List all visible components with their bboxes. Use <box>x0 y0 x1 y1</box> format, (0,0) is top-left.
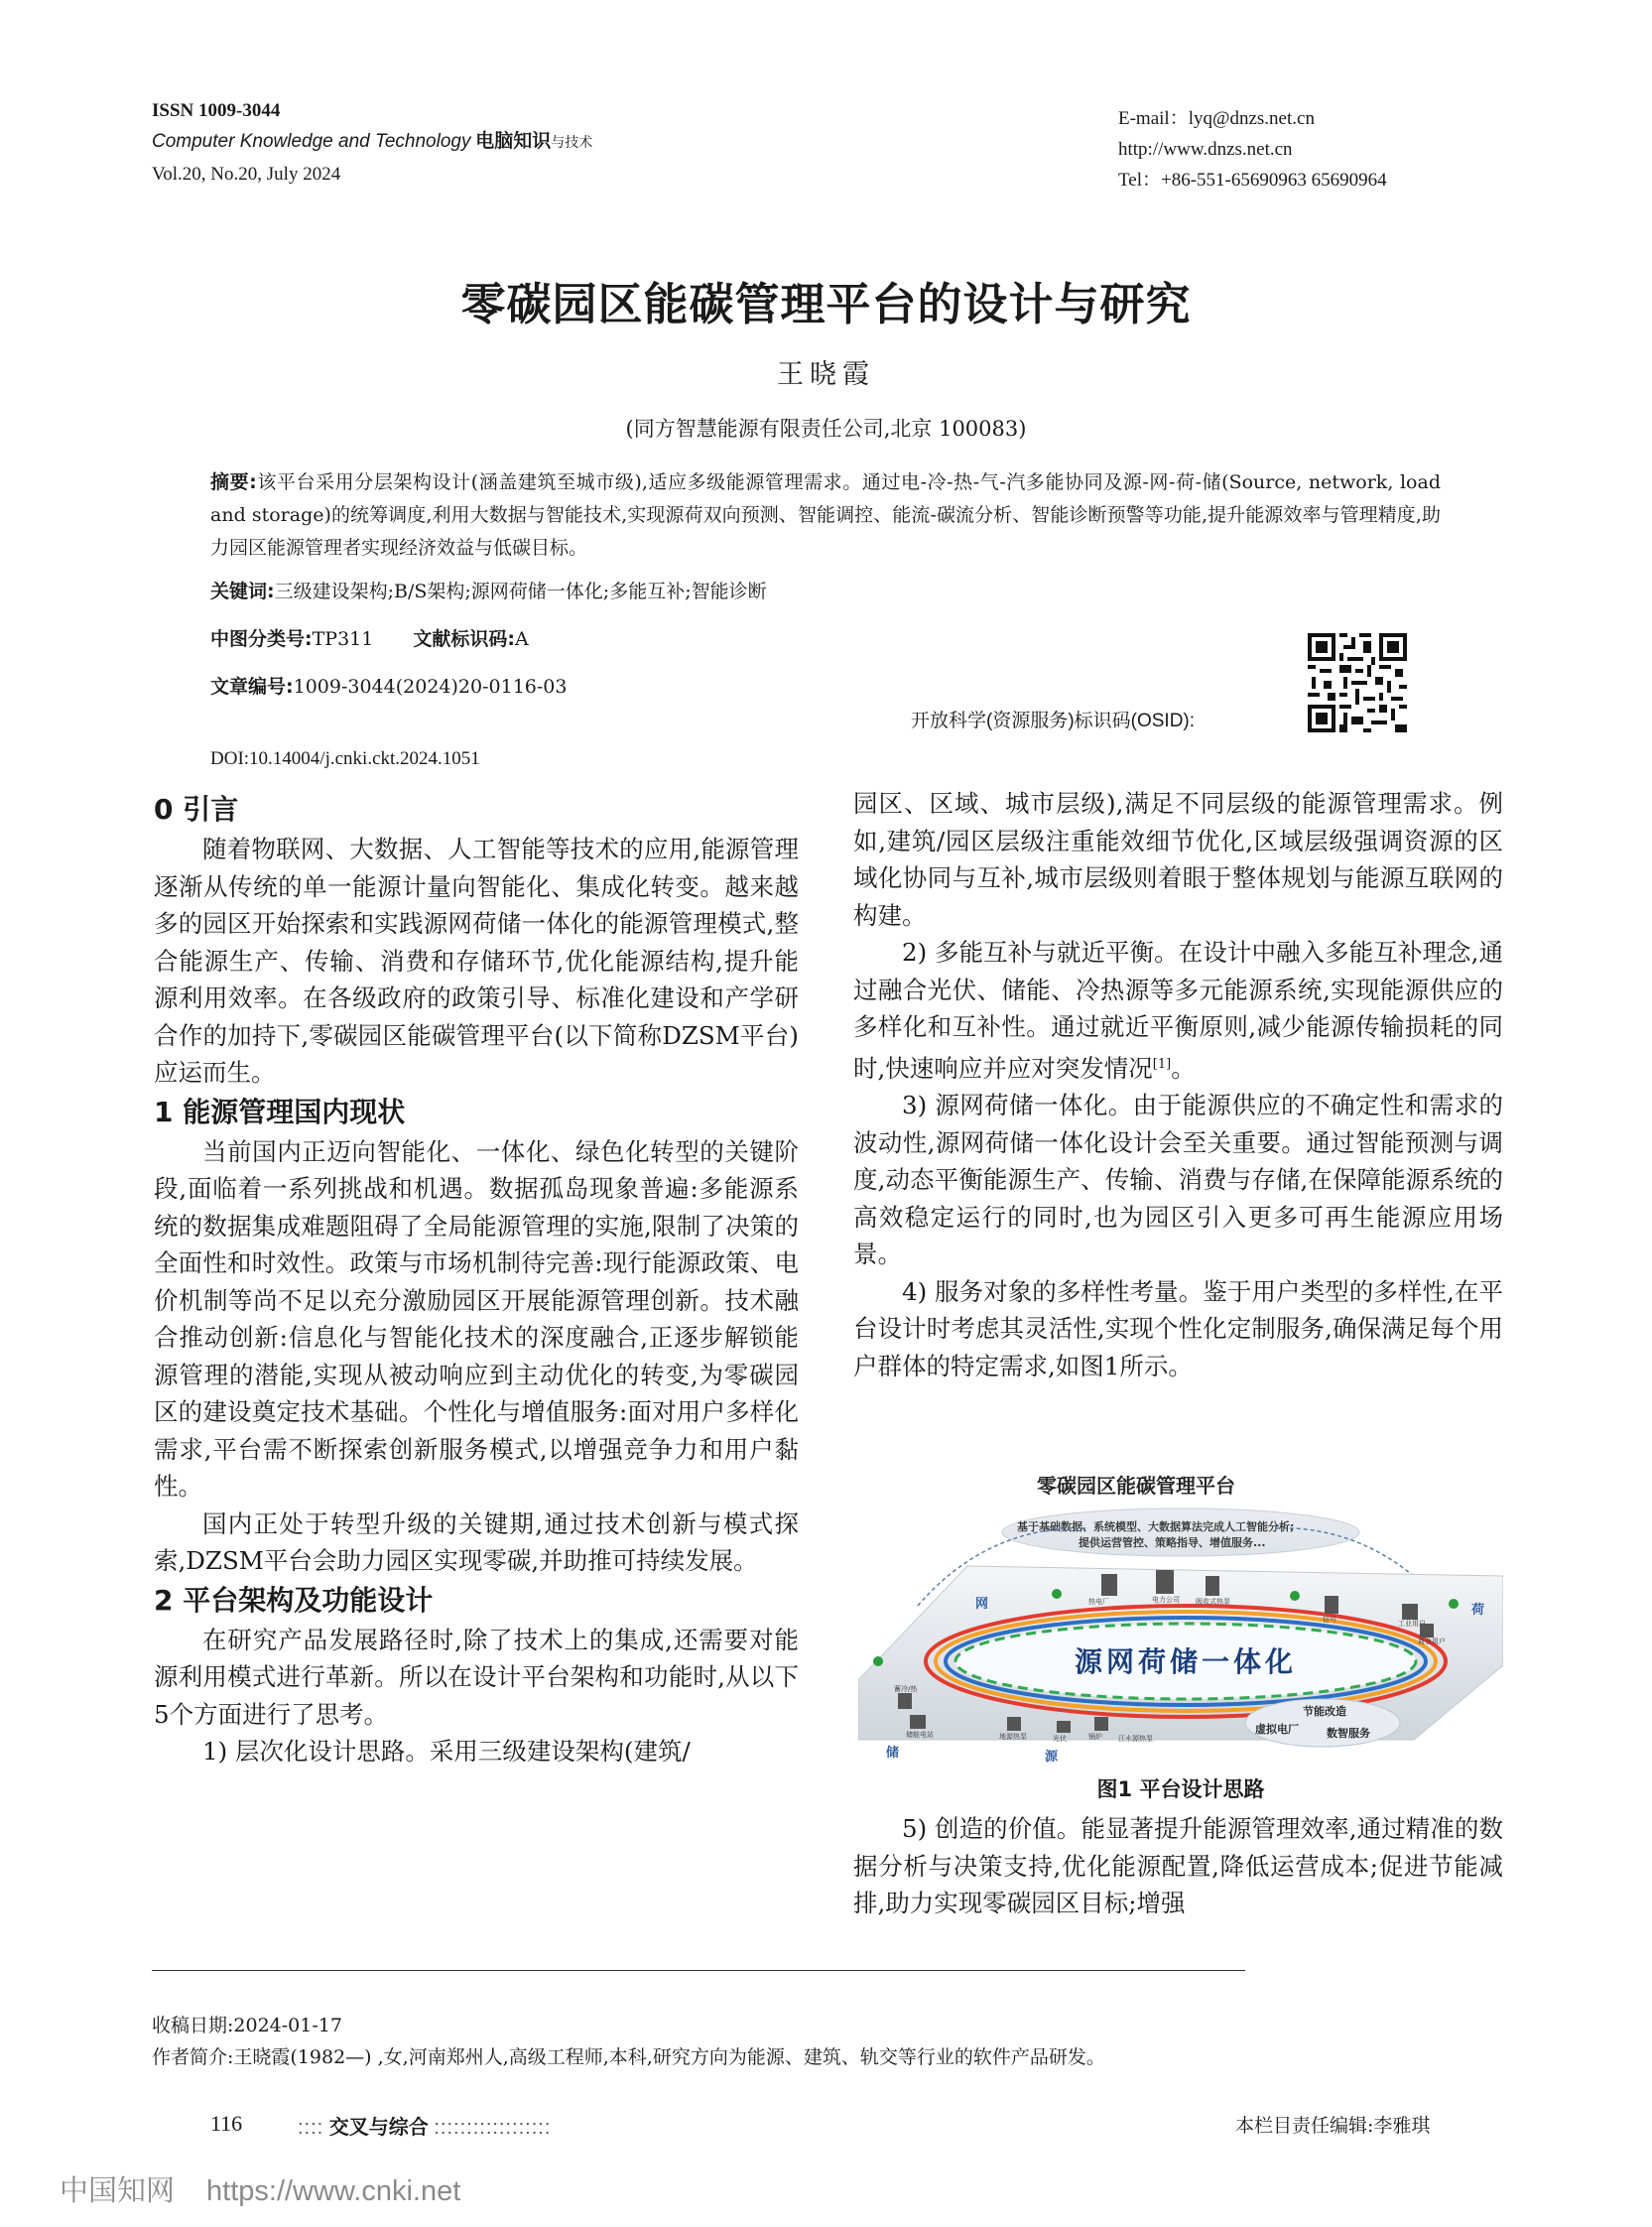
section-heading-1: 1 能源管理国内现状 <box>154 1095 406 1128</box>
qr-code-icon <box>1308 633 1407 732</box>
right-column-continued <box>853 1810 1503 1922</box>
keywords-text: 三级建设架构;B/S架构;源网荷储一体化;多能互补;智能诊断 <box>274 581 767 602</box>
svg-text:吸收式热泵: 吸收式热泵 <box>1196 1598 1230 1606</box>
label-yuan: 源 <box>1045 1750 1059 1765</box>
svg-text:提供运营管控、策略指导、增值服务...: 提供运营管控、策略指导、增值服务... <box>1079 1536 1266 1549</box>
left-column <box>154 789 799 1770</box>
classification-line: 中图分类号:TP311 文献标识码:A <box>210 628 529 650</box>
keywords: 关键词:三级建设架构;B/S架构;源网荷储一体化;多能互补;智能诊断 <box>210 581 767 602</box>
figure-center-label: 源网荷储一体化 <box>1075 1645 1298 1678</box>
author-name: 王晓霞 <box>777 359 875 390</box>
doi: DOI:10.14004/j.cnki.ckt.2024.1051 <box>210 748 480 769</box>
column-editor: 本栏目责任编辑:李雅琪 <box>1235 2115 1431 2137</box>
osid-label: 开放科学(资源服务)标识码(OSID): <box>911 711 1196 731</box>
email: E-mail：lyq@dnzs.net.cn <box>1118 108 1315 129</box>
paragraph: 当前国内正迈向智能化、一体化、绿色化转型的关键阶段,面临着一系列挑战和机遇。数据孤岛现象普遍:多能源系统的数据集成难题阻碍了全局能源管理的实施,限制了决策的全面性和时效性。政策与市场机制待完善:现行能源政策、电价机制等尚不足以充分激励园区开展能源管理创新。技术融合推动创新:信息化与智能化技术的深度融合,正逐步解锁能源管理的潜能,实现从被动响应到主动优化的转变,为零碳园区的建设奠定技术基础。个性化与增值服务:面对用户多样化需求,平台需不断探索创新服务模式,以增强竞争力和用户黏性。 <box>154 1136 799 1501</box>
website: http://www.dnzs.net.cn <box>1118 139 1293 160</box>
svg-text:数智服务: 数智服务 <box>1327 1727 1370 1740</box>
paragraph: 2) 多能互补与就近平衡。在设计中融入多能互补理念,通过融合光伏、储能、冷热源等多元能源系统,实现能源供应的多样化和互补性。通过就近平衡原则,减少能源传输损耗的同时,快速响应并应对突发情况[1]。 <box>853 938 1503 1083</box>
footnote <box>152 2010 1105 2073</box>
svg-text:虚拟电厂: 虚拟电厂 <box>1255 1723 1299 1736</box>
contact-info <box>1118 103 1387 196</box>
paragraph: 4) 服务对象的多样性考量。鉴于用户类型的多样性,在平台设计时考虑其灵活性,实现个性化定制服务,确保满足每个用户群体的特定需求,如图1所示。 <box>853 1276 1503 1380</box>
figure-title: 零碳园区能碳管理平台 <box>1037 1474 1235 1498</box>
right-column <box>853 785 1503 1384</box>
paragraph: 在研究产品发展路径时,除了技术上的集成,还需要对能源利用模式进行革新。所以在设计平台架构和功能时,从以下5个方面进行了思考。 <box>154 1625 799 1729</box>
svg-text:电力公司: 电力公司 <box>1152 1596 1180 1604</box>
svg-text:工业用户: 工业用户 <box>1398 1620 1426 1628</box>
svg-text:节能改造: 节能改造 <box>1303 1705 1346 1718</box>
footnote-divider <box>152 1970 1245 1971</box>
author-bio: 作者简介:王晓霞(1982—) ,女,河南郑州人,高级工程师,本科,研究方向为能源、建筑、轨交等行业的软件产品研发。 <box>152 2046 1105 2068</box>
svg-text:江水源热泵: 江水源热泵 <box>1118 1735 1153 1743</box>
volume-info: Vol.20, No.20, July 2024 <box>152 164 341 185</box>
figure-caption: 图1 平台设计思路 <box>1096 1777 1265 1801</box>
section-heading-0: 0 引言 <box>154 793 239 826</box>
paragraph: 园区、区域、城市层级),满足不同层级的能源管理需求。例如,建筑/园区层级注重能效细节优化,区域层级强调资源的区域化协同与互补,城市层级则着眼于整体规划与能源互联网的构建。 <box>853 789 1503 930</box>
watermark <box>60 2168 460 2209</box>
abstract-label: 摘要: <box>210 471 257 493</box>
paragraph: 随着物联网、大数据、人工智能等技术的应用,能源管理逐渐从传统的单一能源计量向智能化、集成化转变。越来越多的园区开始探索和实践源网荷储一体化的能源管理模式,整合能源生产、传输、消费和存储环节,优化能源结构,提升能源利用效率。在各级政府的政策引导、标准化建设和产学研合作的加持下,零碳园区能碳管理平台(以下简称DZSM平台)应运而生。 <box>154 835 799 1087</box>
article-number: 文章编号:1009-3044(2024)20-0116-03 <box>210 676 568 698</box>
watermark-url[interactable]: https://www.cnki.net <box>206 2175 461 2207</box>
telephone: Tel：+86-551-65690963 65690964 <box>1118 170 1387 191</box>
svg-text:信号: 信号 <box>1323 1616 1336 1624</box>
label-chu: 储 <box>886 1746 900 1761</box>
journal-name: Computer Knowledge and Technology 电脑知识与技术 <box>152 131 593 152</box>
issn: ISSN 1009-3044 <box>152 100 281 121</box>
svg-text:基于基础数据、系统模型、大数据算法完成人工智能分析;: 基于基础数据、系统模型、大数据算法完成人工智能分析; <box>1017 1520 1295 1533</box>
svg-text:蓄冷/热: 蓄冷/热 <box>894 1685 918 1693</box>
section-heading-2: 2 平台架构及功能设计 <box>154 1583 434 1617</box>
figure-platform-design <box>858 1467 1503 1765</box>
received-date: 收稿日期:2024-01-17 <box>152 2015 342 2036</box>
affiliation: (同方智慧能源有限责任公司,北京 100083) <box>625 417 1027 441</box>
svg-text:储能电站: 储能电站 <box>906 1731 934 1739</box>
abstract-text: 该平台采用分层架构设计(涵盖建筑至城市级),适应多级能源管理需求。通过电-冷-热-气-汽多能协同及源-网-荷-储(Source, network, load and storage)的统筹调度,利用大数据与智能技术,实现源荷双向预测、智能调控、能流-碳流分析、智能诊断预警等功能,提升能源效率与管理精度,助力园区能源管理者实现经济效益与低碳目标。 <box>210 471 1441 559</box>
section-label: :::: 交叉与综合 :::::::::::::::::: <box>298 2117 552 2139</box>
page-number: 116 <box>210 2111 243 2136</box>
abstract <box>210 466 1441 565</box>
paper-title: 零碳园区能碳管理平台的设计与研究 <box>460 279 1192 329</box>
svg-text:锅炉: 锅炉 <box>1088 1733 1102 1741</box>
label-he: 荷 <box>1471 1603 1485 1618</box>
paragraph: 5) 创造的价值。能显著提升能源管理效率,通过精准的数据分析与决策支持,优化能源配置,降低运营成本;促进节能减排,助力实现零碳园区目标;增强 <box>853 1814 1503 1917</box>
label-wang: 网 <box>975 1597 989 1612</box>
svg-text:地源热泵: 地源热泵 <box>999 1733 1027 1741</box>
citation-ref[interactable]: [1] <box>1152 1056 1172 1072</box>
paragraph: 1) 层次化设计思路。采用三级建设架构(建筑/ <box>202 1737 691 1766</box>
journal-header <box>152 95 592 190</box>
svg-text:光伏: 光伏 <box>1053 1735 1067 1743</box>
paragraph: 3) 源网荷储一体化。由于能源供应的不确定性和需求的波动性,源网荷储一体化设计会至关重要。通过智能预测与调度,动态平衡能源生产、传输、消费与存储,在保障能源系统的高效稳定运行的同时,也为园区引入更多可再生能源应用场景。 <box>853 1091 1503 1269</box>
paragraph: 国内正处于转型升级的关键期,通过技术创新与模式探索,DZSM平台会助力园区实现零碳,并助推可持续发展。 <box>154 1508 799 1575</box>
watermark-cn: 中国知网 <box>60 2175 176 2207</box>
svg-text:热电厂: 热电厂 <box>1088 1598 1109 1606</box>
svg-text:商业用户: 商业用户 <box>1418 1638 1446 1645</box>
